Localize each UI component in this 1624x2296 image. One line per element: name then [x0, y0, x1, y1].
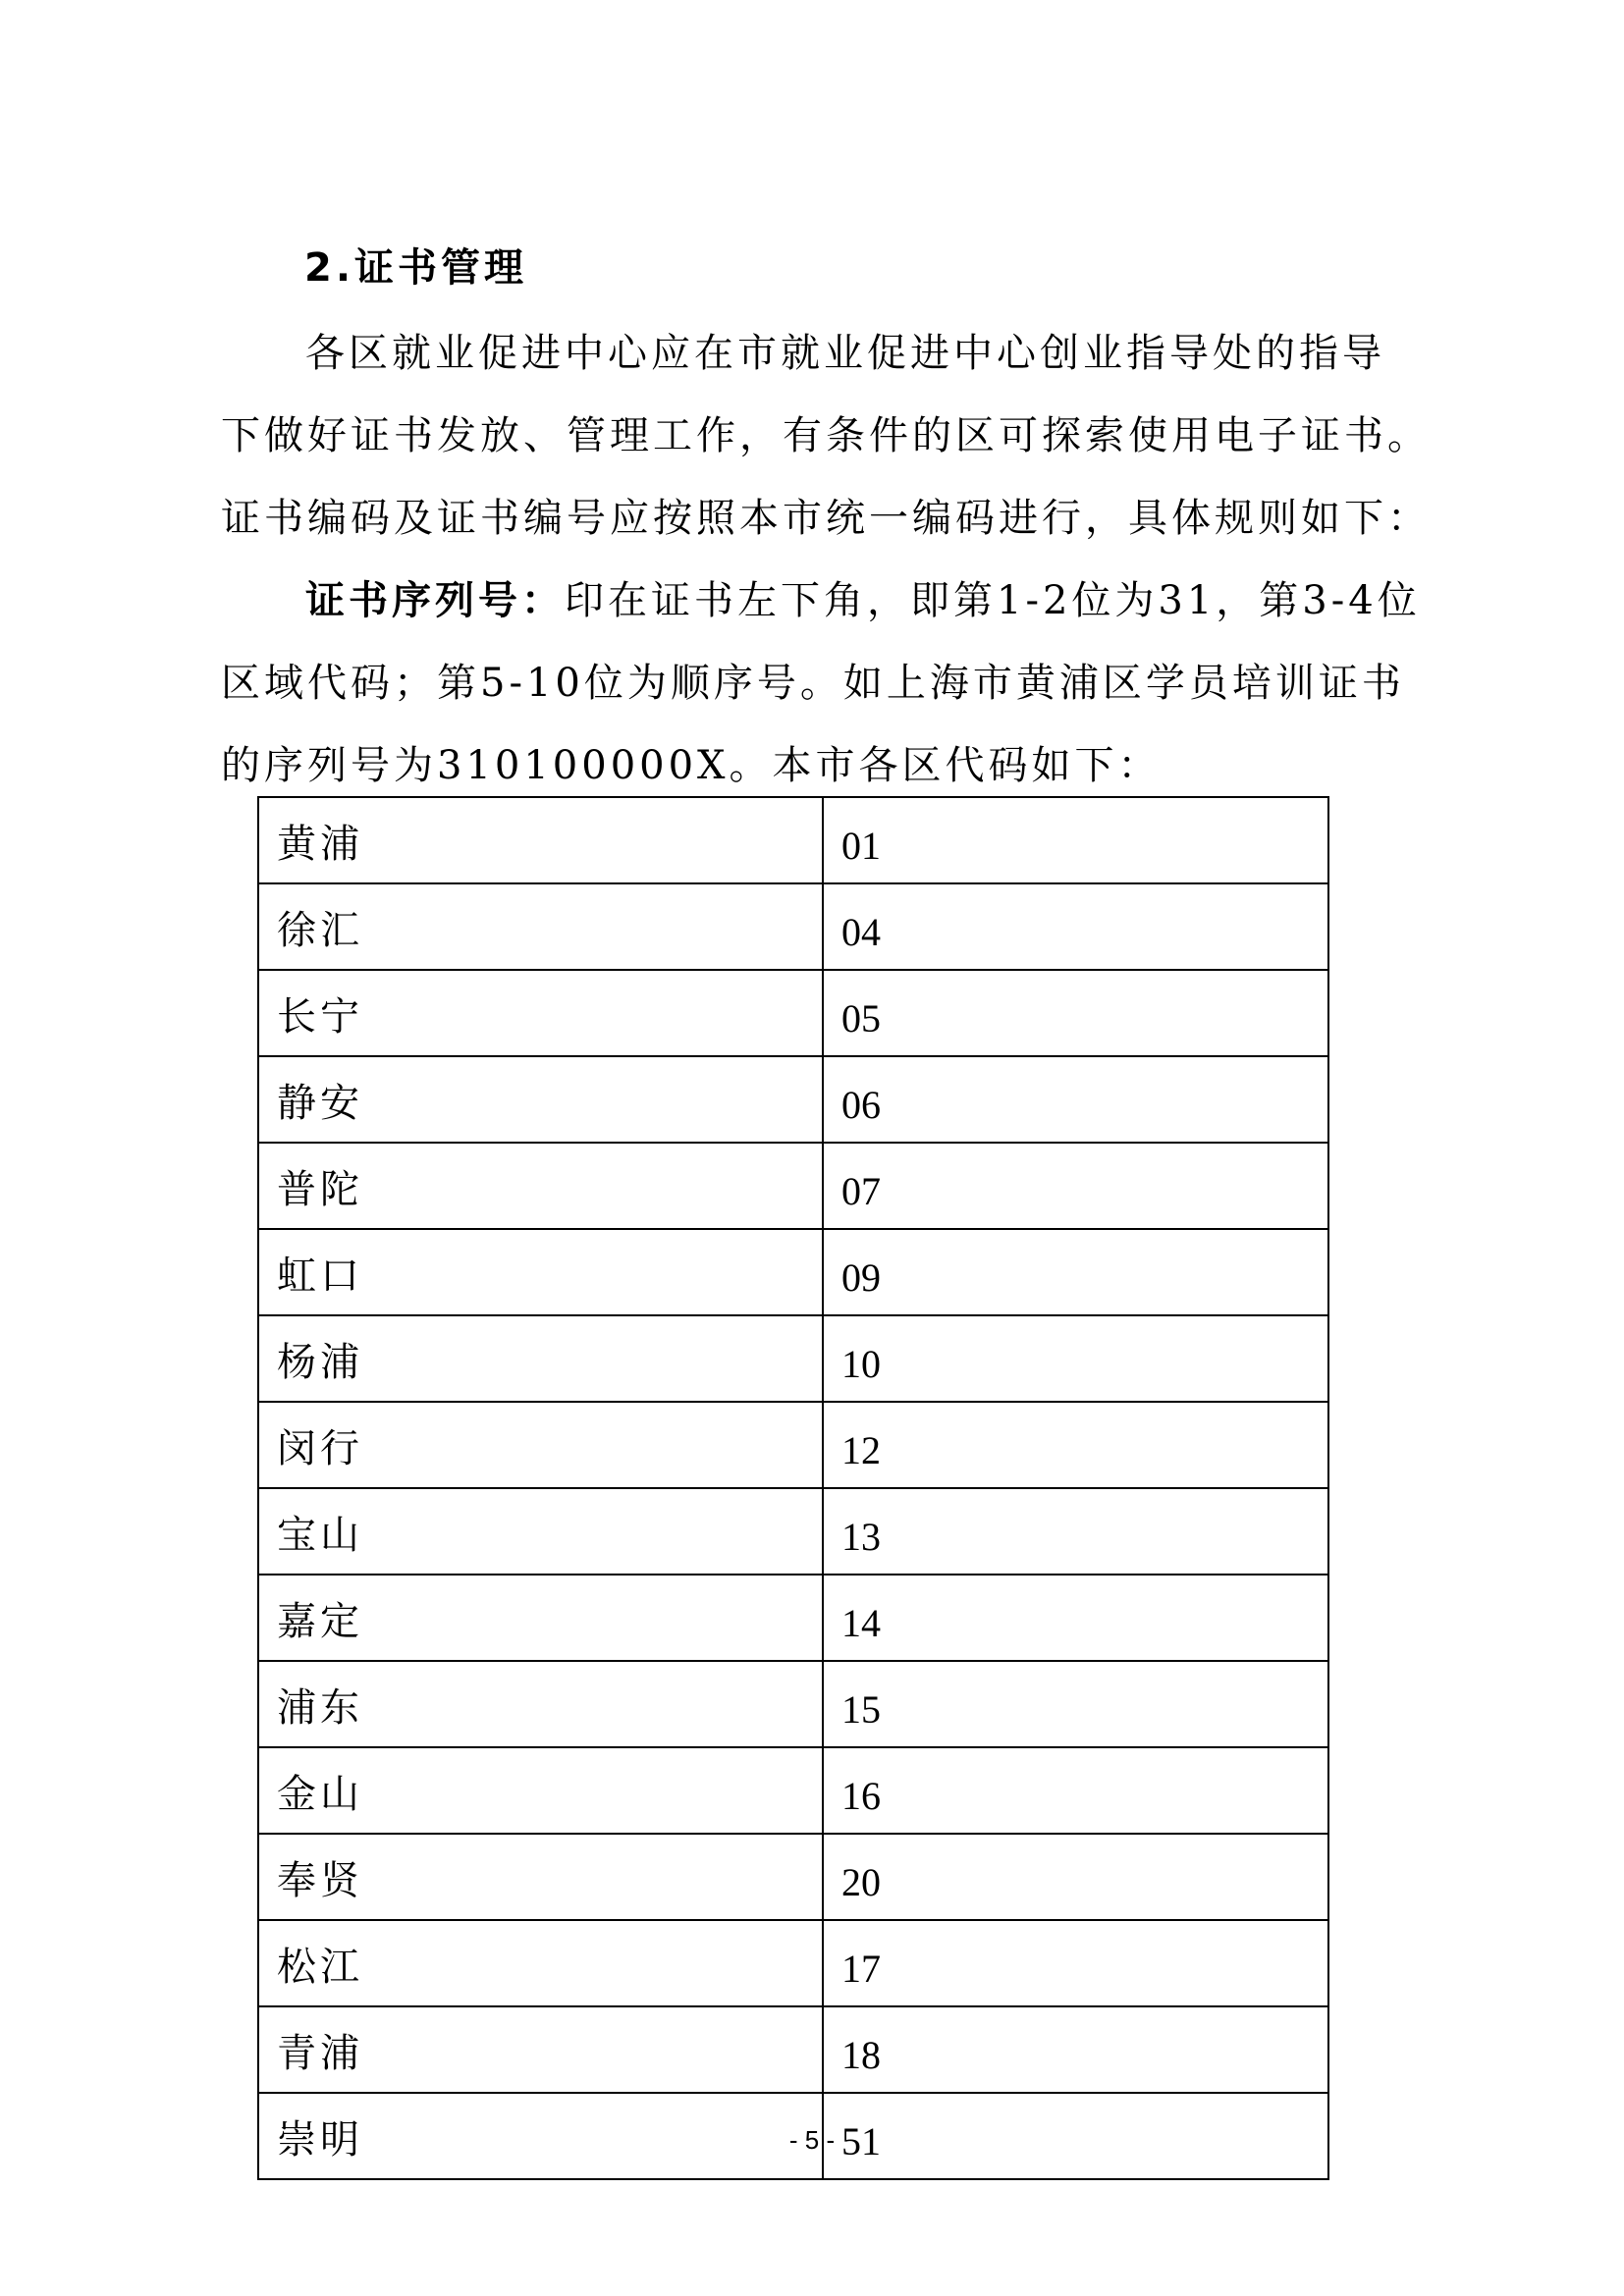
district-code-cell: 51 — [823, 2093, 1328, 2179]
table-row — [258, 1747, 1328, 1834]
district-name-cell: 宝山 — [258, 1488, 823, 1575]
district-name-cell: 青浦 — [258, 2006, 823, 2093]
table-row — [258, 1920, 1328, 2006]
table-row — [258, 1402, 1328, 1488]
table-row — [258, 2006, 1328, 2093]
paragraph-line: 证书编码及证书编号应按照本市统一编码进行，具体规则如下： — [221, 496, 1431, 541]
paragraph-line — [221, 560, 1429, 642]
district-code-cell: 04 — [823, 883, 1328, 970]
serial-number-text: 印在证书左下角，即第1-2位为31，第3-4位 — [565, 578, 1421, 623]
table-row — [258, 1488, 1328, 1575]
district-code-cell: 09 — [823, 1229, 1328, 1315]
paragraph-serial-number — [221, 560, 1429, 807]
district-code-cell: 07 — [823, 1143, 1328, 1229]
district-code-cell: 15 — [823, 1661, 1328, 1747]
district-code-table — [257, 796, 1329, 2180]
paragraph-line: 下做好证书发放、管理工作，有条件的区可探索使用电子证书。 — [221, 413, 1431, 458]
district-name-cell: 虹口 — [258, 1229, 823, 1315]
district-code-cell: 20 — [823, 1834, 1328, 1920]
section-heading: 2.证书管理 — [304, 245, 528, 291]
district-name-cell: 松江 — [258, 1920, 823, 2006]
district-code-cell: 18 — [823, 2006, 1328, 2093]
district-name-cell: 闵行 — [258, 1402, 823, 1488]
district-name-cell: 金山 — [258, 1747, 823, 1834]
paragraph-line: 各区就业促进中心应在市就业促进中心创业指导处的指导 — [305, 331, 1385, 376]
district-code-cell: 16 — [823, 1747, 1328, 1834]
district-name-cell: 嘉定 — [258, 1575, 823, 1661]
district-code-cell: 01 — [823, 797, 1328, 883]
district-code-cell: 12 — [823, 1402, 1328, 1488]
table-row — [258, 883, 1328, 970]
district-name-cell: 浦东 — [258, 1661, 823, 1747]
table-row — [258, 1143, 1328, 1229]
district-name-cell: 普陀 — [258, 1143, 823, 1229]
district-code-cell: 05 — [823, 970, 1328, 1056]
district-name-cell: 徐汇 — [258, 883, 823, 970]
paragraph-line: 的序列号为310100000X。本市各区代码如下： — [221, 743, 1162, 788]
district-name-cell: 静安 — [258, 1056, 823, 1143]
district-name-cell: 长宁 — [258, 970, 823, 1056]
district-name-cell: 黄浦 — [258, 797, 823, 883]
district-name-cell: 崇明 — [258, 2093, 823, 2179]
paragraph-line: 区域代码；第5-10位为顺序号。如上海市黄浦区学员培训证书 — [221, 661, 1405, 706]
table-row — [258, 1229, 1328, 1315]
table-row — [258, 1575, 1328, 1661]
serial-number-label: 证书序列号： — [305, 578, 565, 623]
district-name-cell: 奉贤 — [258, 1834, 823, 1920]
district-code-cell: 10 — [823, 1315, 1328, 1402]
table-row — [258, 970, 1328, 1056]
district-code-cell: 17 — [823, 1920, 1328, 2006]
district-name-cell: 杨浦 — [258, 1315, 823, 1402]
table-row — [258, 1834, 1328, 1920]
district-code-cell: 13 — [823, 1488, 1328, 1575]
paragraph-certificate-management — [221, 312, 1429, 560]
table-row — [258, 1056, 1328, 1143]
table-row — [258, 1315, 1328, 1402]
table-row — [258, 797, 1328, 883]
page-number: - 5 - — [788, 2125, 836, 2155]
table-row — [258, 1661, 1328, 1747]
district-code-cell: 14 — [823, 1575, 1328, 1661]
district-code-cell: 06 — [823, 1056, 1328, 1143]
